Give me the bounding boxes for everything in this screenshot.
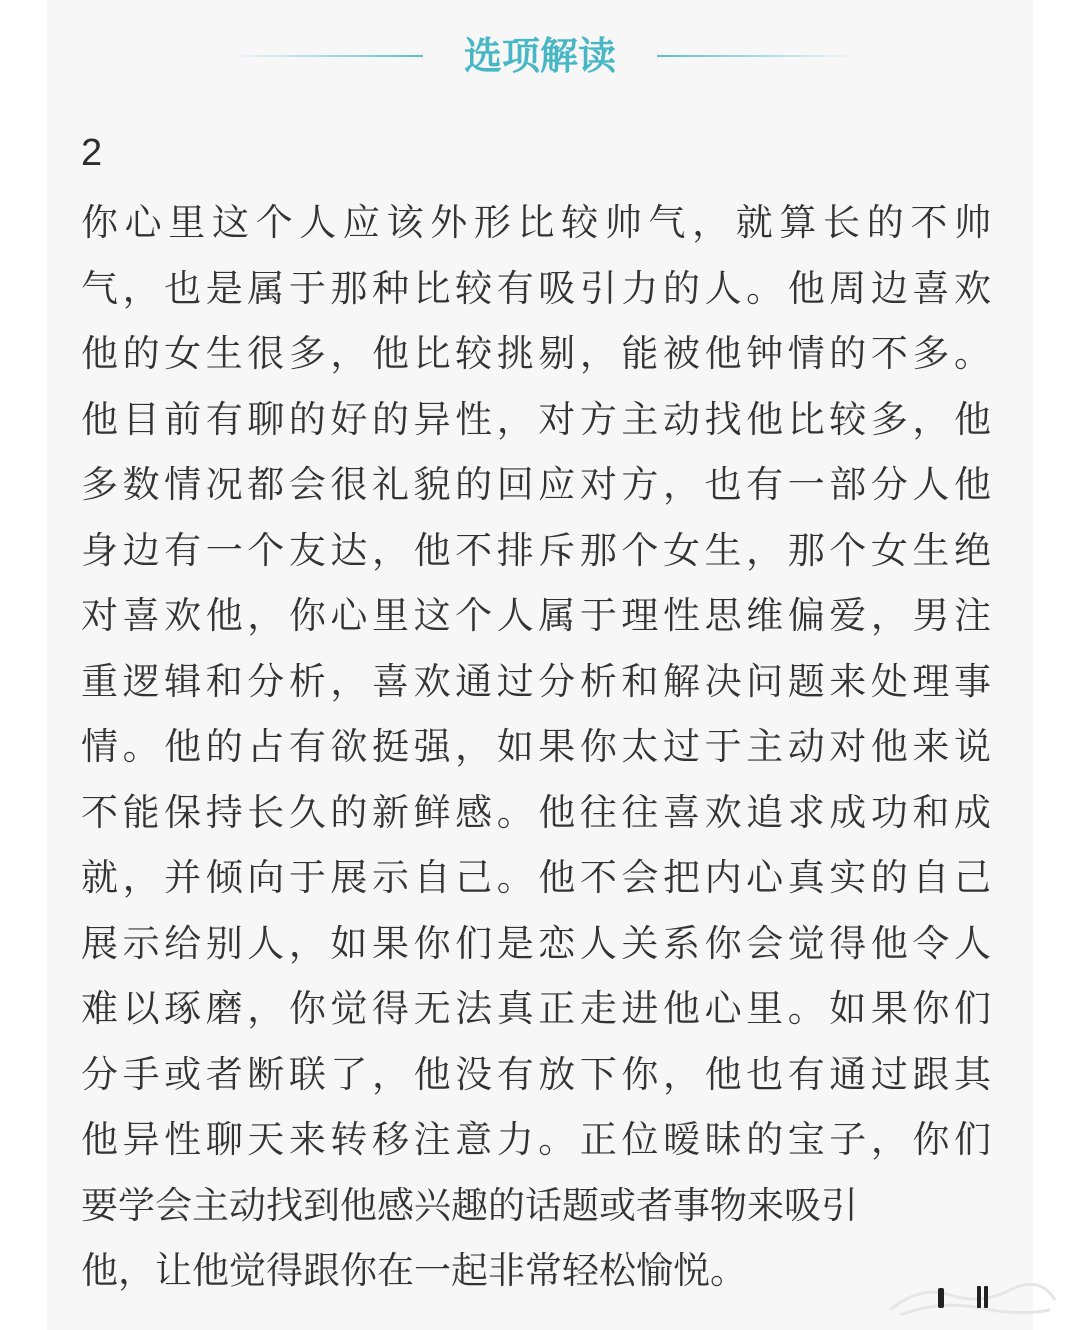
- option-number: 2: [81, 132, 103, 174]
- body-line: 他目前有聊的好的异性，对方主动找他比较多，他: [81, 397, 991, 441]
- watermark-icon: [880, 1270, 1060, 1320]
- body-line: 对喜欢他，你心里这个人属于理性思维偏爱，男注: [81, 594, 991, 637]
- section-title: 选项解读: [463, 34, 616, 78]
- body-line: 不能保持长久的新鲜感。他往往喜欢追求成功和成: [81, 790, 991, 834]
- reading-body: [81, 190, 991, 1304]
- body-line: 难以琢磨，你觉得无法真正走进他心里。如果你们: [81, 987, 991, 1030]
- body-line: 重逻辑和分析，喜欢通过分析和解决问题来处理事: [81, 659, 991, 703]
- body-line: 他异性聊天来转移注意力。正位暧昧的宝子，你们: [81, 1118, 991, 1161]
- body-line: 多数情况都会很礼貌的回应对方，也有一部分人他: [81, 463, 991, 506]
- header-divider-left: [227, 55, 423, 57]
- header-divider-right: [657, 55, 857, 57]
- body-line: 展示给别人，如果你们是恋人关系你会觉得他令人: [81, 921, 991, 965]
- body-line: 你心里这个人应该外形比较帅气，就算长的不帅: [81, 201, 991, 244]
- body-line: 分手或者断联了，他没有放下你，他也有通过跟其: [81, 1052, 991, 1096]
- body-line: 他，让他觉得跟你在一起非常轻松愉悦。: [81, 1249, 747, 1292]
- body-line: 气，也是属于那种比较有吸引力的人。他周边喜欢: [81, 266, 991, 310]
- reading-card: [47, 0, 1033, 1330]
- body-line: 就，并倾向于展示自己。他不会把内心真实的自己: [81, 856, 991, 899]
- section-header: [47, 26, 1033, 86]
- body-line: 要学会主动找到他感兴趣的话题或者事物来吸引: [81, 1183, 858, 1227]
- body-line: 身边有一个友达，他不排斥那个女生，那个女生绝: [81, 528, 991, 572]
- body-line: 他的女生很多，他比较挑剔，能被他钟情的不多。: [81, 332, 991, 375]
- body-line: 情。他的占有欲挺强，如果你太过于主动对他来说: [81, 725, 991, 768]
